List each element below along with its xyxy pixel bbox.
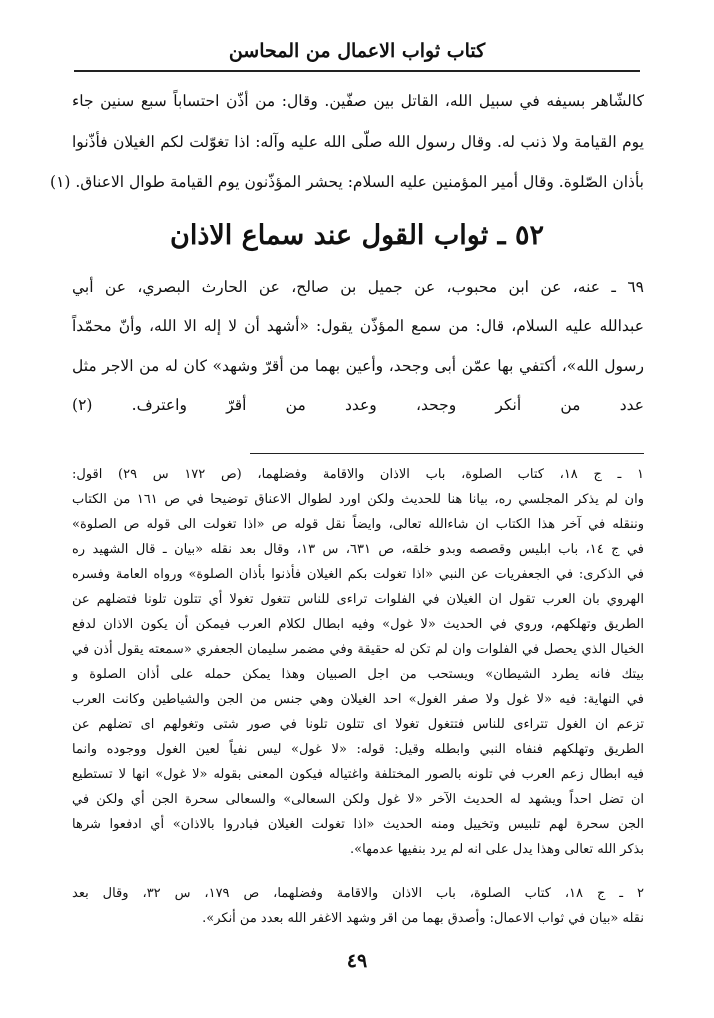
footnote-line: الطريق وتهلكهم فنفاه النبي وابطله وقيل: قوله: «لا غول» ليس نفياً لعين الغول ووجوده وانما xyxy=(72,742,644,757)
footnote-line: الطريق وتهلكهم، وروي في الحديث «لا غول» وفيه ابطال لكلام العرب فيمكن أن يكون الاذان لدفع xyxy=(72,617,644,632)
running-header: كتاب ثواب الاعمال من المحاسن xyxy=(228,40,486,62)
hadith-line: عبدالله عليه السلام، قال: من سمع المؤذّن يقول: «أشهد أن لا إله الا الله، وأنّ محمّداً xyxy=(72,317,644,335)
section-title: ٥٢ ـ ثواب القول عند سماع الاذان xyxy=(170,220,544,251)
footnote-line: تزعم ان الغول تتراءى للناس فتتغول تغولا اى تتلون تلونا في صور شتى وتغولهم اى تضلهم عن xyxy=(72,717,644,732)
footnote-line: وننقله في آخر هذا الكتاب ان شاءالله تعالى، وايضاً نقل قوله ص «اذا تغولت الى قوله ص الصلوة» xyxy=(72,517,644,532)
footnote-line: وان لم يذكر المجلسي ره، بيانا هنا للحديث ولكن اورد لطوال الاعناق توضيحا في ص ١٦١ من الكتاب xyxy=(72,492,644,507)
footnote-line: بذكر الله تعالى وهذا يدل على انه لم يرد بنفيها عدمها». xyxy=(350,842,644,857)
footnote-line: في ج ١٤، باب ابليس وقصصه وبدو خلقه، ص ٦٣١، س ١٣، وقال بعد نقله «بيان ـ قال الشهيد ره xyxy=(72,542,645,557)
hadith-line: ٦٩ ـ عنه، عن ابن محبوب، عن جميل بن صالح، عن الحارث البصري، عن أبي‌ xyxy=(72,278,644,296)
footnote-line: الخيال الذي يحصل في الفلوات وان لم تكن له حقيقة وفي مضمر سليمان الجعفري «سمعته يقول أذن في xyxy=(72,642,644,657)
footnote-line: فيه ابطال زعم العرب في تلونه بالصور المختلفة واغتياله فيكون المعنى بقوله «لا غول» انها لا تستطيع xyxy=(72,767,644,782)
intro-line: بأذان الصّلوة. وقال أمير المؤمنين عليه السلام: يحشر المؤذّنون يوم القيامة طوال الاعناق. (١) xyxy=(50,173,644,191)
footnote-line: في الذكرى: في الجعفريات عن النبي «اذا تغولت بكم الغيلان فأذنوا بأذان الصلوة» ورواه العامة وفسره xyxy=(72,567,644,582)
footnote-line: ١ ـ ج ١٨، كتاب الصلوة، باب الاذان والاقامة وفضلهما، (ص ١٧٢ س ٢٩) اقول: xyxy=(72,467,644,482)
footnote-2-line: ٢ ـ ج ١٨، كتاب الصلوة، باب الاذان والاقامة وفضلهما، ص ١٧٩، س ٣٢، وقال بعد xyxy=(72,886,644,901)
hadith-line: عدد من أنكر وجحد، وعدد من أقرّ واعترف. (٢) xyxy=(72,396,644,414)
intro-line: كالشّاهر بسيفه في سبيل الله، القاتل بين صفّين. وقال: من أذّن احتساباً سبع سنين جاء xyxy=(72,92,644,110)
footnote-2-line: نقله «بيان في ثواب الاعمال: وأصدق بهما من اقر وشهد الاغفر الله بعدد من أنكر». xyxy=(202,911,644,926)
footnote-line: بيتك فانه يطرد الشيطان» ويستحب من اجل الصبيان وهذا يمكن حمله على أذان الصلوة و xyxy=(72,667,644,682)
intro-line: يوم القيامة ولا ذنب له. وقال رسول الله صلّى الله عليه وآله: اذا تغوّلت لكم الغيلان فأذّنوا xyxy=(72,133,644,151)
page-number: ٤٩ xyxy=(346,950,368,972)
footnote-line: الجن سحرة لهم تلبيس وتخييل ومنه الحديث «اذا تغولت الغيلان فبادروا بالاذان» أي ادفعوا شرها xyxy=(72,817,644,832)
footnote-line: في النهاية: فيه «لا غول ولا صفر الغول» احد الغيلان وهي جنس من الجن والشياطين وكانت العرب xyxy=(72,692,644,707)
footnote-rule xyxy=(250,453,644,454)
header-rule xyxy=(74,70,640,72)
footnote-line: الهروي بان العرب تقول ان الغيلان في الفلوات تراءى للناس تتغول تغولا أي تتلون تلونا فتضلهم عن xyxy=(72,592,644,607)
footnote-line: ان تضل احداً ويشهد له الحديث الآخر «لا غول ولكن السعالى» والسعالى سحرة الجن أي ولكن في xyxy=(72,792,644,807)
hadith-line: رسول الله»، أكتفي بها عمّن أبى وجحد، وأعين بهما من أقرّ وشهد» كان له من الاجر مثل xyxy=(72,357,644,375)
